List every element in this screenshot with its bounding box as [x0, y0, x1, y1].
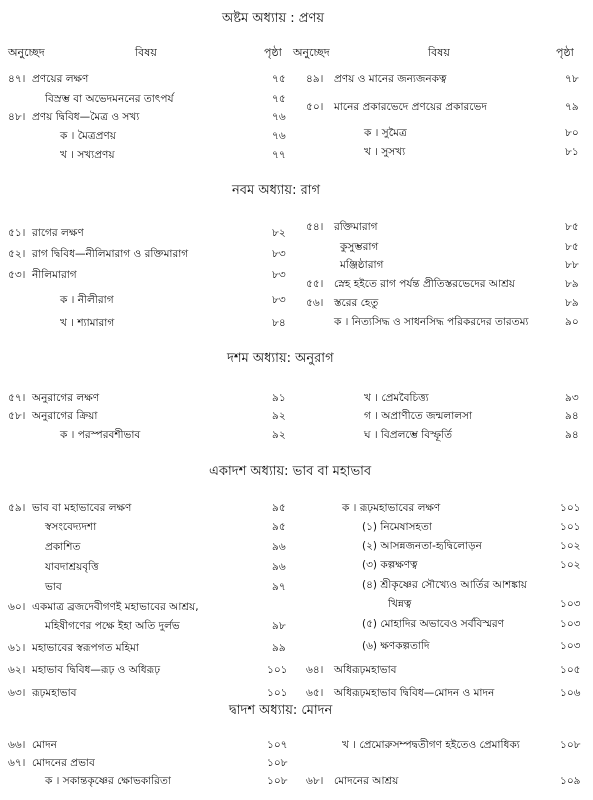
left-col-page-header: পৃষ্ঠা [264, 46, 282, 59]
entry-page: ৯০ [565, 316, 579, 328]
left-col-subject-header: বিষয় [135, 46, 157, 59]
entry-page: ৮১ [565, 146, 579, 158]
entry-text: বিস্রম্ভ বা অভেদমননের তাৎপর্য [45, 93, 174, 105]
entry-text: ঘ । বিপ্রলম্ভে বিস্ফূর্তি [364, 429, 452, 441]
entry-text: (৩) কল্পক্ষণত্ব [362, 559, 418, 571]
entry-page: ৮৪ [272, 317, 286, 329]
entry-text: কুসুম্ভরাগ [340, 241, 379, 253]
entry-number: ৬১। [8, 642, 26, 654]
entry-text: স্বসংবেদ্যদশা [45, 521, 97, 533]
chapter-11-title: একাদশ অধ্যায়: ভাব বা মহাভাব [209, 464, 372, 479]
entry-text: ক । সকান্তকৃষ্ণের ক্ষোভকারিতা [45, 775, 171, 787]
entry-text: খ । শ্যামারাগ [60, 317, 115, 329]
entry-text: (১) নিমেষাসহতা [362, 521, 432, 533]
entry-text: রক্তিমারাগ [334, 221, 378, 233]
entry-text: খ । সখ্যপ্রণয় [60, 149, 115, 161]
entry-text: মোদনের প্রভাব [32, 757, 95, 769]
entry-page: ৮৩ [272, 294, 286, 306]
entry-text: মানের প্রকারভেদে প্রণয়ের প্রকারভেদ [334, 101, 487, 113]
entry-number: ৫৩। [8, 269, 26, 281]
chapter-8-title: অষ্টম অধ্যায় : প্রণয় [222, 11, 325, 26]
entry-number: ৬৭। [8, 757, 26, 769]
entry-page: ৯৪ [565, 410, 579, 422]
entry-page: ১০৮ [267, 775, 288, 787]
entry-number: ৪৭। [8, 73, 26, 85]
chapter-9-title: নবম অধ্যায়: রাগ [232, 183, 321, 198]
entry-number: ৬৪। [306, 664, 324, 676]
entry-page: ৮৩ [272, 248, 286, 260]
entry-page: ৮৮ [565, 259, 579, 271]
entry-text: রূঢ়মহাভাব [32, 687, 77, 699]
entry-page: ৯৬ [272, 561, 286, 573]
entry-text: (৬) ক্ষণকল্পতাদি [362, 640, 430, 652]
entry-page: ১০৬ [560, 687, 581, 699]
entry-page: ১০৩ [560, 598, 581, 610]
entry-text: (২) আসন্নজনতা-হৃদ্বিলোড়ন [362, 540, 482, 552]
entry-text: ভাব বা মহাভাবের লক্ষণ [32, 502, 132, 514]
entry-number: ৫২। [8, 248, 26, 260]
entry-text: অধিরূঢ়মহাভাব দ্বিবিধ—মোদন ও মাদন [334, 687, 495, 699]
entry-page: ১০১ [267, 687, 288, 699]
entry-number: ৬৩। [8, 687, 26, 699]
entry-text: প্রণয় দ্বিবিধ—মৈত্র ও সখ্য [32, 111, 140, 123]
entry-text: মহাভাব দ্বিবিধ—রূঢ় ও অধিরূঢ় [32, 664, 161, 676]
entry-number: ৫৫। [306, 278, 324, 290]
chapter-10-title: দশম অধ্যায়: অনুরাগ [227, 351, 334, 366]
entry-page: ৯৪ [565, 429, 579, 441]
entry-page: ৭৮ [565, 73, 579, 85]
entry-page: ৭৫ [272, 93, 286, 105]
entry-text: যাবদাশ্রয়বৃত্তি [45, 561, 99, 573]
entry-text: (৫) মোহাদির অভাবেও সর্ববিস্মরণ [362, 618, 505, 630]
entry-page: ৭৫ [272, 73, 286, 85]
entry-page: ৯৩ [565, 392, 579, 404]
entry-text: মহিষীগণের পক্ষে ইহা অতি দুর্লভ [45, 620, 180, 632]
entry-page: ১০৫ [560, 664, 581, 676]
entry-number: ৫৪। [306, 221, 324, 233]
entry-number: ৬২। [8, 664, 26, 676]
entry-text: ক । রূঢ়মহাভাবের লক্ষণ [342, 502, 441, 514]
entry-page: ৮০ [565, 127, 579, 139]
entry-number: ৫৮। [8, 410, 26, 422]
entry-page: ৭৬ [272, 130, 286, 142]
right-col-page-header: পৃষ্ঠা [556, 46, 574, 59]
entry-text: মোদনের আশ্রয় [334, 775, 399, 787]
entry-page: ১০১ [560, 502, 581, 514]
entry-number: ৫৯। [8, 502, 26, 514]
entry-page: ৯৫ [272, 502, 286, 514]
entry-text: ক । পরস্পরবশীভাব [60, 429, 141, 441]
entry-page: ৯৫ [272, 521, 286, 533]
entry-page: ১০৯ [560, 775, 581, 787]
entry-text: প্রণয়ের লক্ষণ [32, 73, 89, 85]
entry-text: রাগের লক্ষণ [32, 227, 84, 239]
entry-text: স্তরের হেতু [334, 297, 379, 309]
entry-text: নীলিমারাগ [32, 269, 77, 281]
entry-text: ক । মৈত্রপ্রণয় [60, 130, 116, 142]
entry-text: প্রকাশিত [45, 541, 81, 553]
entry-number: ৬৫। [306, 687, 324, 699]
entry-page: ১০২ [560, 540, 581, 552]
entry-text: ক । নীলীরাগ [60, 294, 114, 306]
entry-page: ৯১ [272, 392, 286, 404]
entry-text: মঞ্জিষ্ঠারাগ [340, 259, 384, 271]
entry-page: ১০৮ [560, 739, 581, 751]
entry-number: ৪৯। [306, 73, 324, 85]
entry-text: ক । নিত্যসিদ্ধ ও সাধনসিদ্ধ পরিকরদের তারতম্য [334, 316, 529, 328]
right-col-subject-header: বিষয় [428, 46, 450, 59]
entry-text: একমাত্র ব্রজদেবীগণই মহাভাবের আশ্রয়, [32, 601, 199, 613]
entry-page: ৭৯ [565, 101, 579, 113]
entry-text: খ । প্রেমবৈচিত্ত্য [364, 392, 429, 404]
entry-page: ৮২ [272, 227, 286, 239]
entry-number: ৫৬। [306, 297, 324, 309]
entry-text: খিন্নত্ব [388, 598, 412, 610]
entry-page: ৯৮ [272, 620, 286, 632]
entry-text: গ । অপ্রাণীতে জন্মলালসা [364, 410, 473, 422]
entry-page: ১০২ [560, 559, 581, 571]
entry-page: ১০৭ [267, 739, 288, 751]
entry-text: অনুরাগের লক্ষণ [32, 392, 100, 404]
entry-text: ভাব [45, 581, 62, 593]
entry-page: ৮৫ [565, 241, 579, 253]
entry-page: ১০৩ [560, 618, 581, 630]
entry-number: ৫০। [306, 101, 324, 113]
entry-text: অনুরাগের ক্রিয়া [32, 410, 98, 422]
entry-number: ৬০। [8, 601, 26, 613]
entry-number: ৪৮। [8, 111, 26, 123]
entry-page: ৭৬ [272, 111, 286, 123]
entry-text: প্রণয় ও মানের জন্যজনকত্ব [334, 73, 447, 85]
right-col-num-header: অনুচ্ছেদ [293, 46, 330, 59]
entry-text: রাগ দ্বিবিধ—নীলিমারাগ ও রক্তিমারাগ [32, 248, 189, 260]
entry-page: ১০১ [560, 521, 581, 533]
entry-text: অধিরূঢ়মহাভাব [334, 664, 397, 676]
entry-page: ৯২ [272, 429, 286, 441]
entry-number: ৫৭। [8, 392, 26, 404]
entry-number: ৫১। [8, 227, 26, 239]
entry-page: ১০৮ [267, 757, 288, 769]
entry-page: ৯৭ [272, 581, 286, 593]
left-col-num-header: অনুচ্ছেদ [8, 46, 45, 59]
entry-number: ৬৮। [306, 775, 324, 787]
entry-text: মহাভাবের স্বরূপগত মহিমা [32, 642, 139, 654]
entry-page: ১০১ [267, 664, 288, 676]
entry-page: ৮৯ [565, 278, 579, 290]
entry-text: (৪) শ্রীকৃষ্ণের সৌখ্যেও আর্তির আশঙ্কায় [362, 579, 527, 591]
entry-page: ৮৫ [565, 221, 579, 233]
entry-page: ৯৯ [272, 642, 286, 654]
entry-page: ৯২ [272, 410, 286, 422]
entry-page: ৮৩ [272, 269, 286, 281]
entry-text: মোদন [32, 739, 57, 751]
entry-page: ৭৭ [272, 149, 286, 161]
entry-page: ৯৬ [272, 541, 286, 553]
entry-text: ক । সুমৈত্র [364, 127, 407, 139]
entry-text: খ । প্রেমোরুসম্পদ্বতীগণ হইতেও প্রেমাধিক্য [342, 739, 520, 751]
entry-number: ৬৬। [8, 739, 26, 751]
entry-text: স্নেহ হইতে রাগ পর্যন্ত প্রীতিস্তরভেদের আশ্রয় [334, 278, 515, 290]
entry-page: ১০৩ [560, 640, 581, 652]
chapter-12-title: দ্বাদশ অধ্যায়: মোদন [229, 703, 333, 718]
entry-text: খ । সুসখ্য [364, 146, 406, 158]
entry-page: ৮৯ [565, 297, 579, 309]
